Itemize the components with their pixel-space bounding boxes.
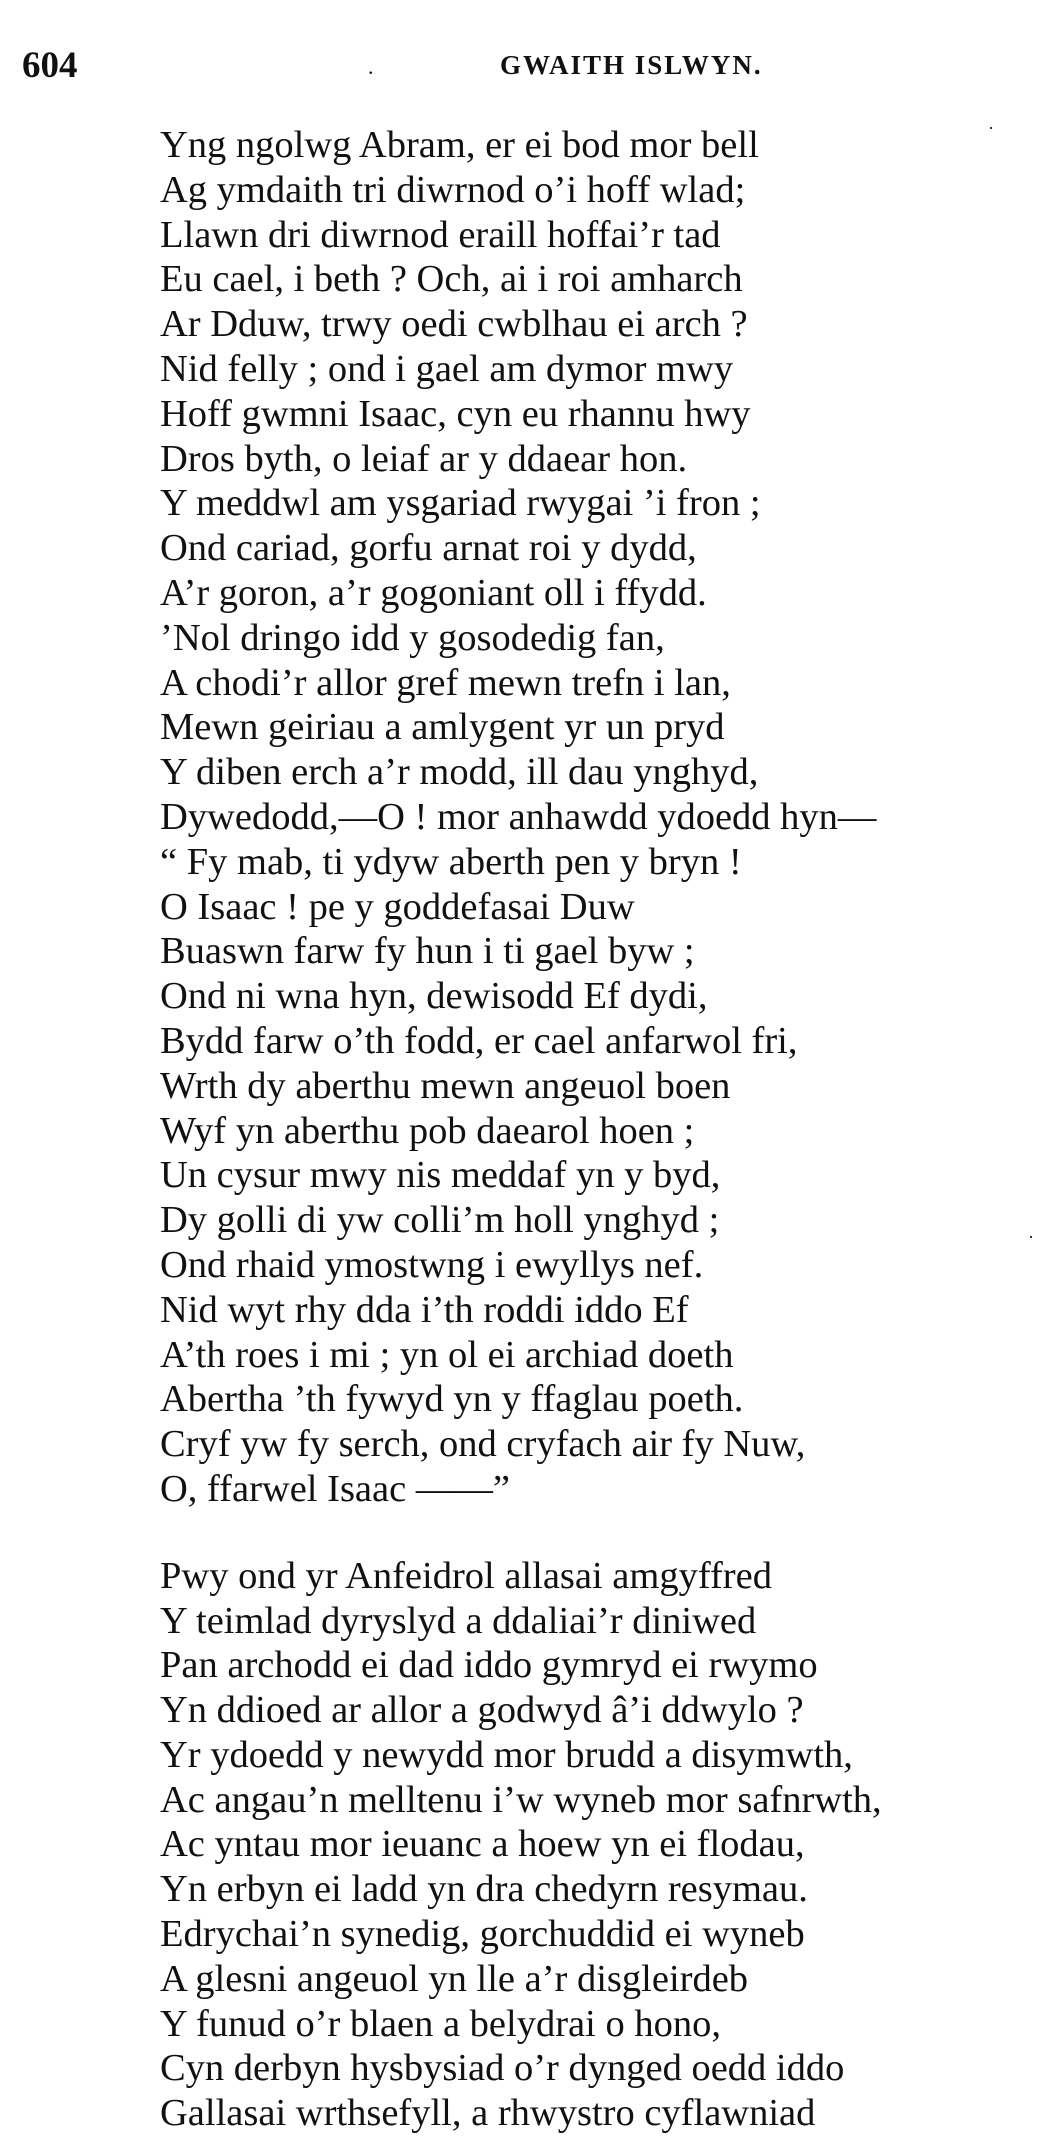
poem-line: Ac angau’n melltenu i’w wyneb mor safnrwth,	[160, 1778, 882, 1821]
poem-line: A chodi’r allor gref mewn trefn i lan,	[160, 661, 731, 704]
poem-line: “ Fy mab, ti ydyw aberth pen y bryn !	[160, 840, 742, 883]
poem-line: Cryf yw fy serch, ond cryfach air fy Nuw,	[160, 1423, 806, 1466]
running-head-dot: .	[368, 54, 374, 79]
poem-line: ’Nol dringo idd y gosodedig fan,	[160, 616, 665, 659]
poem-line: Bydd farw o’th fodd, er cael anfarwol fri,	[160, 1019, 798, 1062]
poem-line: Nid felly ; ond i gael am dymor mwy	[160, 347, 734, 390]
poem-line: Cyn derbyn hysbysiad o’r dynged oedd iddo	[160, 2047, 845, 2090]
poem-line: Y funud o’r blaen a belydrai o hono,	[160, 2002, 721, 2045]
running-head: GWAITH ISLWYN.	[500, 50, 763, 80]
poem-line: O Isaac ! pe y goddefasai Duw	[160, 885, 635, 928]
poem-line: Ond cariad, gorfu arnat roi y dydd,	[160, 527, 697, 570]
poem-line: Buaswn farw fy hun i ti gael byw ;	[160, 930, 695, 973]
poem-line: Ond ni wna hyn, dewisodd Ef dydi,	[160, 975, 708, 1018]
poem-line: Y teimlad dyryslyd a ddaliai’r diniwed	[160, 1599, 757, 1642]
poem-line: Yn ddioed ar allor a godwyd â’i ddwylo ?	[160, 1689, 804, 1732]
poem-line: Wrth dy aberthu mewn angeuol boen	[160, 1064, 731, 1107]
poem-line: Dywedodd,—O ! mor anhawdd ydoedd hyn—	[160, 795, 877, 838]
poem-line: A glesni angeuol yn lle a’r disgleirdeb	[160, 1957, 749, 2000]
poem-line: Yr ydoedd y newydd mor brudd a disymwth,	[160, 1733, 853, 1776]
poem-line: Ac yntau mor ieuanc a hoew yn ei flodau,	[160, 1823, 805, 1866]
poem-line: Edrychai’n synedig, gorchuddid ei wyneb	[160, 1913, 805, 1956]
print-speck: ·	[988, 118, 994, 138]
poem-line: A’th roes i mi ; yn ol ei archiad doeth	[160, 1333, 734, 1376]
poem-line: Wyf yn aberthu pob daearol hoen ;	[160, 1109, 695, 1152]
poem-line: Mewn geiriau a amlygent yr un pryd	[160, 706, 725, 749]
poem-line: Abertha ’th fywyd yn y ffaglau poeth.	[160, 1378, 744, 1421]
stanza-1	[160, 123, 1060, 1512]
poem-line: Y meddwl am ysgariad rwygai ’i fron ;	[160, 482, 761, 525]
poem-line: O, ffarwel Isaac ——”	[160, 1467, 510, 1510]
page-number: 604	[22, 45, 78, 86]
poem-line: Un cysur mwy nis meddaf yn y byd,	[160, 1154, 721, 1197]
poem-line: Yng ngolwg Abram, er ei bod mor bell	[160, 124, 759, 166]
poem-line: Y diben erch a’r modd, ill dau ynghyd,	[160, 751, 759, 794]
poem-line: Dy golli di yw colli’m holl ynghyd ;	[160, 1199, 720, 1242]
poem-line: Pan archodd ei dad iddo gymryd ei rwymo	[160, 1644, 818, 1687]
poem-line: Dros byth, o leiaf ar y ddaear hon.	[160, 437, 688, 480]
poem-line: A’r goron, a’r gogoniant oll i ffydd.	[160, 571, 707, 614]
poem-line: Llawn dri diwrnod eraill hoffai’r tad	[160, 213, 721, 256]
poem-body	[160, 123, 1060, 2136]
poem-line: Yn erbyn ei ladd yn dra chedyrn resymau.	[160, 1868, 808, 1911]
stanza-2	[160, 1554, 1060, 2136]
poem-line: Pwy ond yr Anfeidrol allasai amgyffred	[160, 1554, 772, 1597]
print-speck: ·	[1028, 1227, 1034, 1247]
stanza-gap	[160, 1512, 1060, 1554]
poem-line: Ag ymdaith tri diwrnod o’i hoff wlad;	[160, 168, 746, 211]
poem-line: Gallasai wrthsefyll, a rhwystro cyflawniad	[160, 2092, 816, 2135]
poem-line: Ar Dduw, trwy oedi cwblhau ei arch ?	[160, 303, 748, 346]
poem-line: Eu cael, i beth ? Och, ai i roi amharch	[160, 258, 743, 301]
poem-line: Nid wyt rhy dda i’th roddi iddo Ef	[160, 1288, 689, 1331]
poem-line: Ond rhaid ymostwng i ewyllys nef.	[160, 1243, 704, 1286]
poem-line: Hoff gwmni Isaac, cyn eu rhannu hwy	[160, 392, 751, 435]
